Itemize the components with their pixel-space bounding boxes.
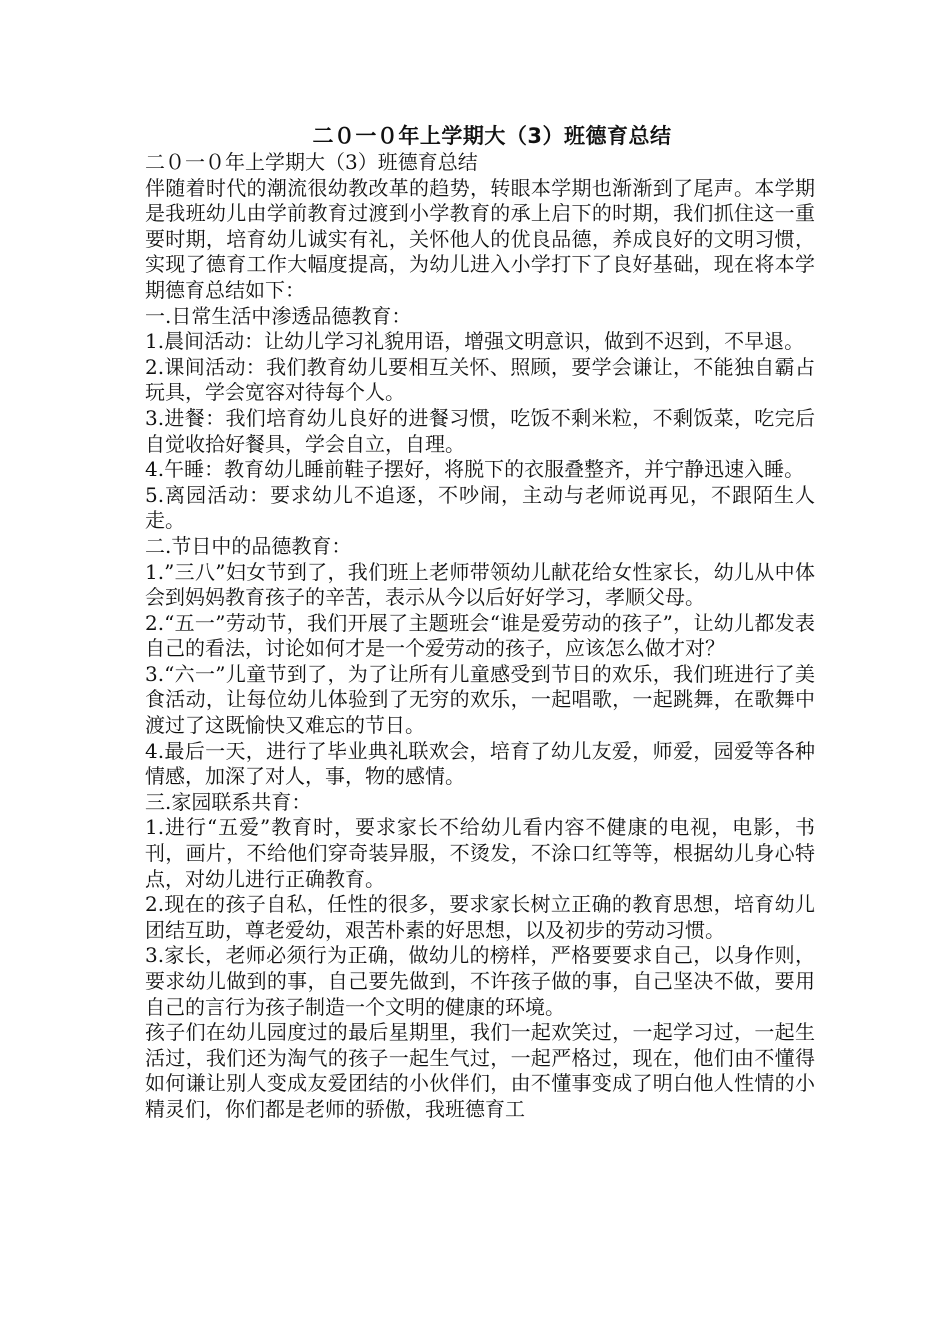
section-heading-1: 一.日常生活中渗透品德教育： (145, 303, 412, 328)
document-page (145, 122, 815, 1123)
list-item: 2.课间活动：我们教育幼儿要相互关怀、照顾，要学会谦让，不能独自霸占玩具，学会宽容对待每个人。 (145, 354, 815, 405)
list-item: 3.进餐：我们培育幼儿良好的进餐习惯，吃饭不剩米粒，不剩饭菜，吃完后自觉收拾好餐具，学会自立，自理。 (145, 405, 815, 456)
document-body (145, 150, 815, 1123)
closing-paragraph: 孩子们在幼儿园度过的最后星期里，我们一起欢笑过，一起学习过，一起生活过，我们还为淘气的孩子一起生气过，一起严格过，现在，他们由不懂得如何谦让别人变成友爱团结的小伙伴们，由不懂事变成了明白他人性情的小精灵们，你们都是老师的骄傲，我班德育工 (145, 1020, 815, 1121)
document-title: 二０一０年上学期大（3）班德育总结 (312, 124, 672, 148)
intro-paragraph: 伴随着时代的潮流很幼教改革的趋势，转眼本学期也渐渐到了尾声。本学期是我班幼儿由学前教育过渡到小学教育的承上启下的时期，我们抓住这一重要时期，培育幼儿诚实有礼，关怀他人的优良品德，养成良好的文明习惯，实现了德育工作大幅度提高，为幼儿进入小学打下了良好基础，现在将本学期德育总结如下： (145, 175, 815, 302)
subtitle-line: 二０一０年上学期大（3）班德育总结 (145, 150, 478, 174)
list-item: 5.离园活动：要求幼儿不追逐，不吵闹，主动与老师说再见，不跟陌生人走。 (145, 482, 815, 533)
section-heading-2: 二.节日中的品德教育： (145, 533, 352, 558)
list-item: 1.进行“五爱”教育时，要求家长不给幼儿看内容不健康的电视，电影，书刊，画片，不给他们穿奇装异服，不烫发，不涂口红等等，根据幼儿身心特点，对幼儿进行正确教育。 (145, 815, 815, 891)
list-item: 3.“六一”儿童节到了，为了让所有儿童感受到节日的欢乐，我们班进行了美食活动，让每位幼儿体验到了无穷的欢乐，一起唱歌，一起跳舞，在歌舞中渡过了这既愉快又难忘的节日。 (145, 661, 815, 738)
list-item: 1.晨间活动：让幼儿学习礼貌用语，增强文明意识，做到不迟到，不早退。 (145, 329, 805, 354)
list-item: 1.”三八”妇女节到了，我们班上老师带领幼儿献花给女性家长，幼儿从中体会到妈妈教育孩子的辛苦，表示从今以后好好学习，孝顺父母。 (145, 559, 815, 610)
list-item: 4.最后一天，进行了毕业典礼联欢会，培育了幼儿友爱，师爱，园爱等各种情感，加深了对人，事，物的感情。 (145, 738, 815, 789)
list-item: 2.现在的孩子自私，任性的很多，要求家长树立正确的教育思想，培育幼儿团结互助，尊老爱幼，艰苦朴素的好思想，以及初步的劳动习惯。 (145, 892, 815, 942)
list-item: 3.家长，老师必须行为正确，做幼儿的榜样，严格要要求自己，以身作则，要求幼儿做到的事，自己要先做到，不许孩子做的事，自己坚决不做，要用自己的言行为孩子制造一个文明的健康的环境。 (145, 943, 815, 1019)
list-item: 4.午睡：教育幼儿睡前鞋子摆好，将脱下的衣服叠整齐，并宁静迅速入睡。 (145, 457, 805, 482)
section-heading-3: 三.家园联系共育： (145, 789, 312, 814)
list-item: 2.“五一”劳动节，我们开展了主题班会“谁是爱劳动的孩子”，让幼儿都发表自己的看法，讨论如何才是一个爱劳动的孩子，应该怎么做才对？ (145, 610, 815, 661)
